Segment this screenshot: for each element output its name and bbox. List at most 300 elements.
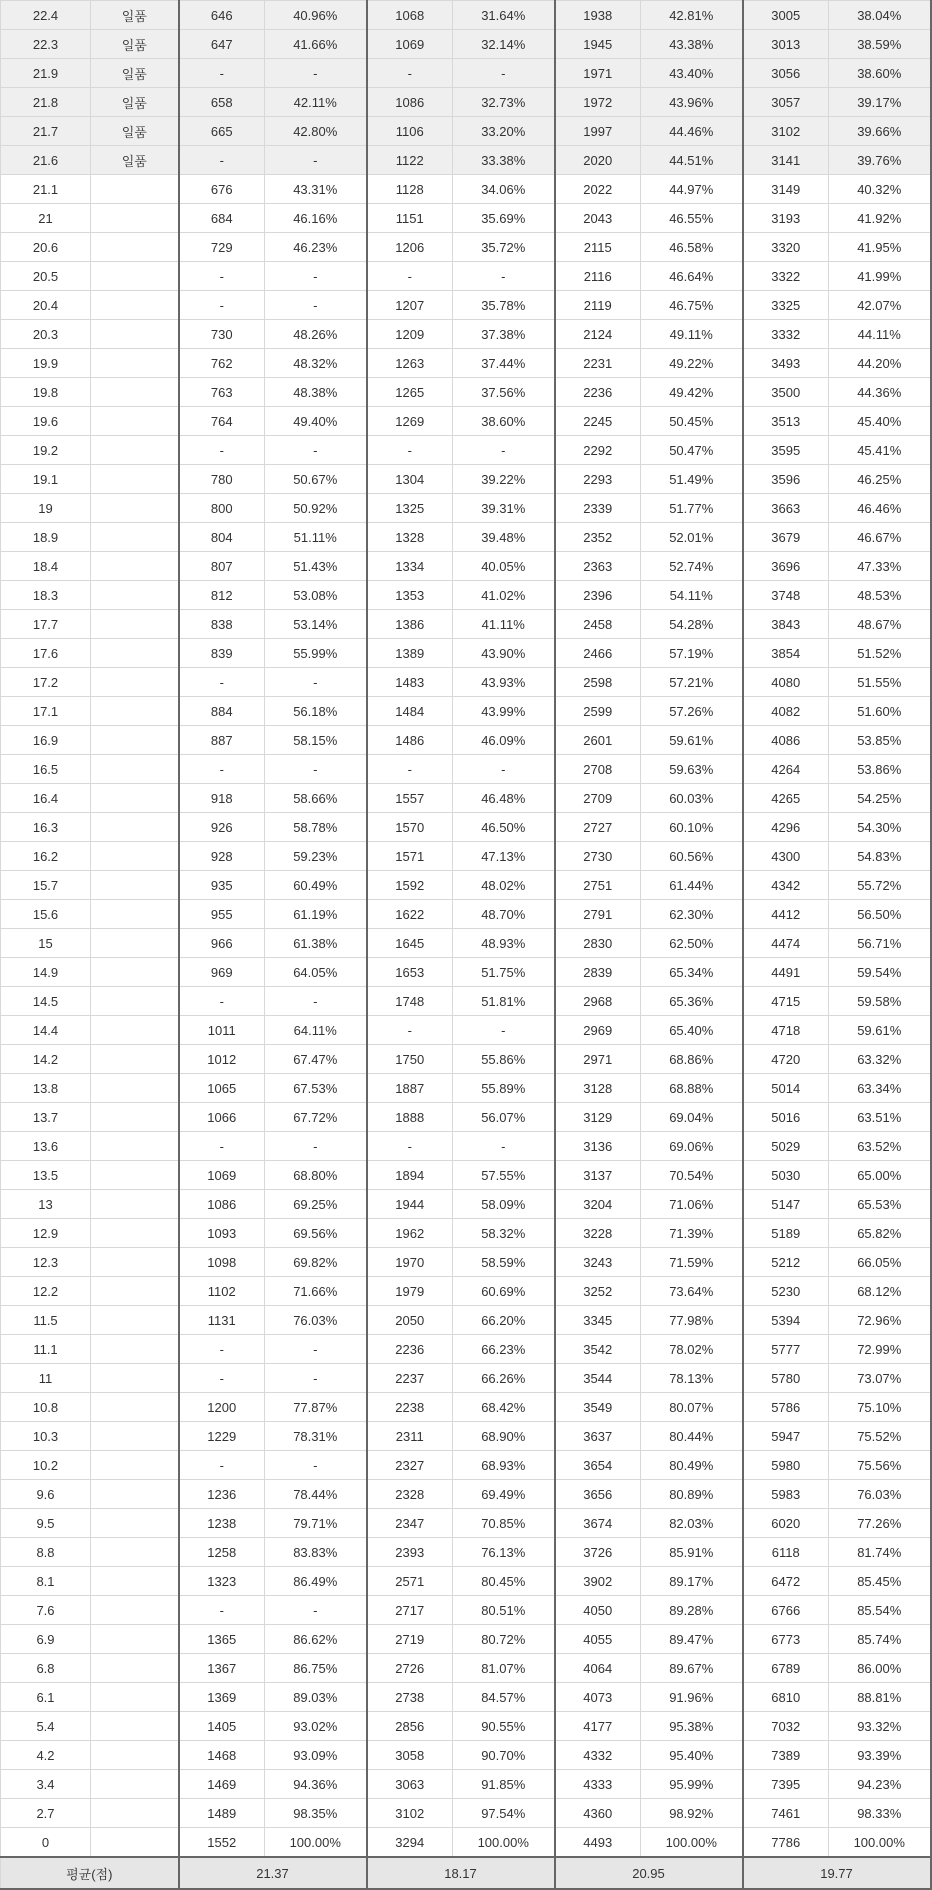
percent-cell-group-3: 51.49% xyxy=(641,465,743,494)
percent-cell-group-4: 55.72% xyxy=(829,871,931,900)
percent-cell-group-3: 62.50% xyxy=(641,929,743,958)
count-cell-group-1: 1489 xyxy=(179,1799,265,1828)
count-cell-group-3: 2245 xyxy=(555,407,641,436)
count-cell-group-3: 4332 xyxy=(555,1741,641,1770)
percent-cell-group-1: 48.32% xyxy=(265,349,367,378)
table-row xyxy=(1,610,931,639)
percent-cell-group-2: 58.09% xyxy=(453,1190,555,1219)
table-row xyxy=(1,726,931,755)
grade-tag-cell xyxy=(91,1132,179,1161)
count-cell-group-4: 5189 xyxy=(743,1219,829,1248)
count-cell-group-4: 5016 xyxy=(743,1103,829,1132)
count-cell-group-1: 647 xyxy=(179,30,265,59)
count-cell-group-1: - xyxy=(179,59,265,88)
percent-cell-group-1: 64.11% xyxy=(265,1016,367,1045)
score-cell: 21.7 xyxy=(1,117,91,146)
count-cell-group-2: 1557 xyxy=(367,784,453,813)
count-cell-group-2: 2311 xyxy=(367,1422,453,1451)
count-cell-group-3: 3902 xyxy=(555,1567,641,1596)
count-cell-group-3: 2968 xyxy=(555,987,641,1016)
count-cell-group-4: 6773 xyxy=(743,1625,829,1654)
count-cell-group-3: 2466 xyxy=(555,639,641,668)
grade-tag-cell: 일품 xyxy=(91,30,179,59)
grade-tag-cell xyxy=(91,204,179,233)
count-cell-group-2: 3102 xyxy=(367,1799,453,1828)
percent-cell-group-4: 44.11% xyxy=(829,320,931,349)
percent-cell-group-4: 65.53% xyxy=(829,1190,931,1219)
count-cell-group-4: 3696 xyxy=(743,552,829,581)
grade-tag-cell: 일품 xyxy=(91,88,179,117)
count-cell-group-2: 1389 xyxy=(367,639,453,668)
percent-cell-group-1: 61.38% xyxy=(265,929,367,958)
count-cell-group-3: 2396 xyxy=(555,581,641,610)
count-cell-group-4: 3102 xyxy=(743,117,829,146)
count-cell-group-1: 1011 xyxy=(179,1016,265,1045)
percent-cell-group-3: 85.91% xyxy=(641,1538,743,1567)
grade-tag-cell xyxy=(91,523,179,552)
percent-cell-group-4: 46.67% xyxy=(829,523,931,552)
grade-tag-cell xyxy=(91,1219,179,1248)
count-cell-group-1: 969 xyxy=(179,958,265,987)
score-cell: 8.1 xyxy=(1,1567,91,1596)
count-cell-group-1: 1258 xyxy=(179,1538,265,1567)
score-cell: 19.8 xyxy=(1,378,91,407)
percent-cell-group-1: 67.53% xyxy=(265,1074,367,1103)
count-cell-group-4: 5230 xyxy=(743,1277,829,1306)
count-cell-group-2: 1571 xyxy=(367,842,453,871)
score-cell: 2.7 xyxy=(1,1799,91,1828)
table-row xyxy=(1,320,931,349)
percent-cell-group-2: 66.23% xyxy=(453,1335,555,1364)
table-row xyxy=(1,1799,931,1828)
count-cell-group-3: 3674 xyxy=(555,1509,641,1538)
count-cell-group-2: 1151 xyxy=(367,204,453,233)
percent-cell-group-2: 100.00% xyxy=(453,1828,555,1858)
percent-cell-group-1: 60.49% xyxy=(265,871,367,900)
percent-cell-group-1: 86.75% xyxy=(265,1654,367,1683)
percent-cell-group-1: 53.14% xyxy=(265,610,367,639)
count-cell-group-2: 2238 xyxy=(367,1393,453,1422)
percent-cell-group-1: 59.23% xyxy=(265,842,367,871)
percent-cell-group-1: 61.19% xyxy=(265,900,367,929)
percent-cell-group-4: 93.32% xyxy=(829,1712,931,1741)
count-cell-group-4: 4086 xyxy=(743,726,829,755)
percent-cell-group-3: 65.34% xyxy=(641,958,743,987)
table-body xyxy=(1,1,931,1858)
count-cell-group-4: 3854 xyxy=(743,639,829,668)
percent-cell-group-3: 52.01% xyxy=(641,523,743,552)
table-row xyxy=(1,436,931,465)
percent-cell-group-4: 72.96% xyxy=(829,1306,931,1335)
percent-cell-group-2: 70.85% xyxy=(453,1509,555,1538)
count-cell-group-2: 1304 xyxy=(367,465,453,494)
count-cell-group-4: 4296 xyxy=(743,813,829,842)
grade-tag-cell xyxy=(91,1364,179,1393)
count-cell-group-2: 1353 xyxy=(367,581,453,610)
count-cell-group-1: 1405 xyxy=(179,1712,265,1741)
count-cell-group-3: 2116 xyxy=(555,262,641,291)
count-cell-group-3: 4177 xyxy=(555,1712,641,1741)
table-row xyxy=(1,987,931,1016)
table-row xyxy=(1,233,931,262)
count-cell-group-3: 2599 xyxy=(555,697,641,726)
percent-cell-group-1: 42.80% xyxy=(265,117,367,146)
score-cell: 19 xyxy=(1,494,91,523)
count-cell-group-4: 4412 xyxy=(743,900,829,929)
table-row xyxy=(1,1,931,30)
count-cell-group-4: 5786 xyxy=(743,1393,829,1422)
percent-cell-group-4: 39.76% xyxy=(829,146,931,175)
percent-cell-group-4: 45.40% xyxy=(829,407,931,436)
score-cell: 20.6 xyxy=(1,233,91,262)
table-row xyxy=(1,349,931,378)
percent-cell-group-4: 38.60% xyxy=(829,59,931,88)
percent-cell-group-2: 58.32% xyxy=(453,1219,555,1248)
percent-cell-group-2: 51.75% xyxy=(453,958,555,987)
percent-cell-group-2: 80.51% xyxy=(453,1596,555,1625)
count-cell-group-3: 2601 xyxy=(555,726,641,755)
percent-cell-group-3: 77.98% xyxy=(641,1306,743,1335)
grade-tag-cell xyxy=(91,1190,179,1219)
score-cell: 17.6 xyxy=(1,639,91,668)
score-cell: 21.6 xyxy=(1,146,91,175)
grade-tag-cell xyxy=(91,349,179,378)
count-cell-group-1: - xyxy=(179,755,265,784)
percent-cell-group-1: 43.31% xyxy=(265,175,367,204)
percent-cell-group-4: 63.52% xyxy=(829,1132,931,1161)
percent-cell-group-3: 57.21% xyxy=(641,668,743,697)
count-cell-group-2: 2717 xyxy=(367,1596,453,1625)
count-cell-group-3: 3243 xyxy=(555,1248,641,1277)
percent-cell-group-3: 69.06% xyxy=(641,1132,743,1161)
percent-cell-group-3: 69.04% xyxy=(641,1103,743,1132)
table-row xyxy=(1,117,931,146)
percent-cell-group-2: - xyxy=(453,1132,555,1161)
average-row xyxy=(1,1857,931,1889)
grade-tag-cell xyxy=(91,1712,179,1741)
score-cell: 18.9 xyxy=(1,523,91,552)
percent-cell-group-3: 89.67% xyxy=(641,1654,743,1683)
score-cell: 8.8 xyxy=(1,1538,91,1567)
count-cell-group-4: 7395 xyxy=(743,1770,829,1799)
count-cell-group-1: 1365 xyxy=(179,1625,265,1654)
percent-cell-group-1: - xyxy=(265,755,367,784)
percent-cell-group-3: 65.40% xyxy=(641,1016,743,1045)
table-row xyxy=(1,262,931,291)
count-cell-group-1: 1200 xyxy=(179,1393,265,1422)
count-cell-group-1: - xyxy=(179,1451,265,1480)
count-cell-group-2: - xyxy=(367,436,453,465)
count-cell-group-3: 2236 xyxy=(555,378,641,407)
percent-cell-group-3: 43.38% xyxy=(641,30,743,59)
score-cell: 18.4 xyxy=(1,552,91,581)
count-cell-group-1: 884 xyxy=(179,697,265,726)
count-cell-group-4: 3843 xyxy=(743,610,829,639)
count-cell-group-3: 3637 xyxy=(555,1422,641,1451)
count-cell-group-1: 1238 xyxy=(179,1509,265,1538)
percent-cell-group-1: - xyxy=(265,1364,367,1393)
count-cell-group-3: 2293 xyxy=(555,465,641,494)
table-row xyxy=(1,494,931,523)
count-cell-group-2: 1334 xyxy=(367,552,453,581)
percent-cell-group-3: 68.88% xyxy=(641,1074,743,1103)
grade-tag-cell xyxy=(91,1335,179,1364)
table-row xyxy=(1,88,931,117)
percent-cell-group-4: 47.33% xyxy=(829,552,931,581)
percent-cell-group-2: 37.56% xyxy=(453,378,555,407)
table-row xyxy=(1,30,931,59)
count-cell-group-1: 764 xyxy=(179,407,265,436)
score-cell: 21.9 xyxy=(1,59,91,88)
percent-cell-group-2: 68.90% xyxy=(453,1422,555,1451)
count-cell-group-1: - xyxy=(179,146,265,175)
percent-cell-group-2: 91.85% xyxy=(453,1770,555,1799)
score-cell: 3.4 xyxy=(1,1770,91,1799)
count-cell-group-4: 5030 xyxy=(743,1161,829,1190)
percent-cell-group-4: 75.56% xyxy=(829,1451,931,1480)
count-cell-group-2: 2393 xyxy=(367,1538,453,1567)
percent-cell-group-1: 77.87% xyxy=(265,1393,367,1422)
count-cell-group-1: - xyxy=(179,668,265,697)
count-cell-group-2: 2328 xyxy=(367,1480,453,1509)
percent-cell-group-3: 52.74% xyxy=(641,552,743,581)
percent-cell-group-3: 78.13% xyxy=(641,1364,743,1393)
count-cell-group-2: - xyxy=(367,1016,453,1045)
grade-tag-cell xyxy=(91,1509,179,1538)
count-cell-group-3: 3549 xyxy=(555,1393,641,1422)
score-cell: 22.4 xyxy=(1,1,91,30)
percent-cell-group-3: 91.96% xyxy=(641,1683,743,1712)
percent-cell-group-1: 50.92% xyxy=(265,494,367,523)
table-row xyxy=(1,1625,931,1654)
percent-cell-group-4: 59.58% xyxy=(829,987,931,1016)
count-cell-group-4: 5212 xyxy=(743,1248,829,1277)
count-cell-group-1: 1236 xyxy=(179,1480,265,1509)
percent-cell-group-2: 39.22% xyxy=(453,465,555,494)
count-cell-group-2: 1653 xyxy=(367,958,453,987)
table-row xyxy=(1,1828,931,1858)
percent-cell-group-2: 48.70% xyxy=(453,900,555,929)
percent-cell-group-3: 89.47% xyxy=(641,1625,743,1654)
percent-cell-group-3: 49.11% xyxy=(641,320,743,349)
count-cell-group-2: 1122 xyxy=(367,146,453,175)
grade-tag-cell xyxy=(91,987,179,1016)
average-label: 평균(점) xyxy=(1,1857,179,1889)
count-cell-group-2: 2237 xyxy=(367,1364,453,1393)
score-cell: 21 xyxy=(1,204,91,233)
count-cell-group-4: 5780 xyxy=(743,1364,829,1393)
grade-tag-cell xyxy=(91,1770,179,1799)
percent-cell-group-1: 86.62% xyxy=(265,1625,367,1654)
percent-cell-group-2: 97.54% xyxy=(453,1799,555,1828)
count-cell-group-3: 2730 xyxy=(555,842,641,871)
percent-cell-group-4: 54.25% xyxy=(829,784,931,813)
percent-cell-group-1: 46.23% xyxy=(265,233,367,262)
percent-cell-group-2: 81.07% xyxy=(453,1654,555,1683)
count-cell-group-1: 1552 xyxy=(179,1828,265,1858)
percent-cell-group-1: 55.99% xyxy=(265,639,367,668)
percent-cell-group-4: 48.53% xyxy=(829,581,931,610)
percent-cell-group-3: 70.54% xyxy=(641,1161,743,1190)
count-cell-group-1: 1131 xyxy=(179,1306,265,1335)
score-cell: 4.2 xyxy=(1,1741,91,1770)
percent-cell-group-3: 54.28% xyxy=(641,610,743,639)
percent-cell-group-4: 98.33% xyxy=(829,1799,931,1828)
count-cell-group-4: 4491 xyxy=(743,958,829,987)
percent-cell-group-4: 63.32% xyxy=(829,1045,931,1074)
grade-tag-cell xyxy=(91,1828,179,1858)
count-cell-group-2: 1970 xyxy=(367,1248,453,1277)
percent-cell-group-3: 57.26% xyxy=(641,697,743,726)
table-row xyxy=(1,871,931,900)
score-cell: 6.1 xyxy=(1,1683,91,1712)
count-cell-group-1: 676 xyxy=(179,175,265,204)
grade-tag-cell xyxy=(91,871,179,900)
score-cell: 13 xyxy=(1,1190,91,1219)
score-cell: 17.7 xyxy=(1,610,91,639)
percent-cell-group-4: 40.32% xyxy=(829,175,931,204)
grade-tag-cell: 일품 xyxy=(91,1,179,30)
table-row xyxy=(1,291,931,320)
count-cell-group-3: 3136 xyxy=(555,1132,641,1161)
percent-cell-group-2: 48.02% xyxy=(453,871,555,900)
percent-cell-group-2: 39.31% xyxy=(453,494,555,523)
count-cell-group-2: - xyxy=(367,1132,453,1161)
count-cell-group-4: 3595 xyxy=(743,436,829,465)
count-cell-group-4: 5983 xyxy=(743,1480,829,1509)
percent-cell-group-2: 32.14% xyxy=(453,30,555,59)
percent-cell-group-4: 41.92% xyxy=(829,204,931,233)
count-cell-group-4: 3322 xyxy=(743,262,829,291)
grade-tag-cell xyxy=(91,1074,179,1103)
count-cell-group-3: 2020 xyxy=(555,146,641,175)
table-row xyxy=(1,1712,931,1741)
count-cell-group-1: 838 xyxy=(179,610,265,639)
average-value-group-1: 21.37 xyxy=(179,1857,367,1889)
percent-cell-group-4: 56.71% xyxy=(829,929,931,958)
count-cell-group-1: 1469 xyxy=(179,1770,265,1799)
score-cell: 16.5 xyxy=(1,755,91,784)
score-cell: 14.4 xyxy=(1,1016,91,1045)
table-row xyxy=(1,59,931,88)
table-row xyxy=(1,1538,931,1567)
count-cell-group-3: 3542 xyxy=(555,1335,641,1364)
percent-cell-group-3: 44.51% xyxy=(641,146,743,175)
score-cell: 14.2 xyxy=(1,1045,91,1074)
percent-cell-group-1: - xyxy=(265,987,367,1016)
percent-cell-group-4: 44.36% xyxy=(829,378,931,407)
count-cell-group-2: 2856 xyxy=(367,1712,453,1741)
grade-tag-cell xyxy=(91,755,179,784)
count-cell-group-3: 2352 xyxy=(555,523,641,552)
percent-cell-group-2: 35.78% xyxy=(453,291,555,320)
table-row xyxy=(1,1306,931,1335)
percent-cell-group-4: 93.39% xyxy=(829,1741,931,1770)
count-cell-group-3: 4055 xyxy=(555,1625,641,1654)
table-row xyxy=(1,1190,931,1219)
percent-cell-group-1: 67.47% xyxy=(265,1045,367,1074)
count-cell-group-1: 1102 xyxy=(179,1277,265,1306)
count-cell-group-1: - xyxy=(179,1596,265,1625)
table-row xyxy=(1,175,931,204)
count-cell-group-1: 935 xyxy=(179,871,265,900)
percent-cell-group-3: 51.77% xyxy=(641,494,743,523)
count-cell-group-4: 4342 xyxy=(743,871,829,900)
percent-cell-group-3: 42.81% xyxy=(641,1,743,30)
count-cell-group-3: 4050 xyxy=(555,1596,641,1625)
table-row xyxy=(1,552,931,581)
percent-cell-group-4: 41.99% xyxy=(829,262,931,291)
percent-cell-group-3: 46.75% xyxy=(641,291,743,320)
percent-cell-group-4: 76.03% xyxy=(829,1480,931,1509)
percent-cell-group-4: 39.17% xyxy=(829,88,931,117)
count-cell-group-4: 3149 xyxy=(743,175,829,204)
percent-cell-group-2: 31.64% xyxy=(453,1,555,30)
percent-cell-group-3: 78.02% xyxy=(641,1335,743,1364)
score-cell: 12.2 xyxy=(1,1277,91,1306)
percent-cell-group-1: - xyxy=(265,291,367,320)
count-cell-group-3: 3654 xyxy=(555,1451,641,1480)
count-cell-group-3: 3345 xyxy=(555,1306,641,1335)
grade-tag-cell xyxy=(91,581,179,610)
table-row xyxy=(1,1219,931,1248)
count-cell-group-1: - xyxy=(179,262,265,291)
percent-cell-group-3: 80.44% xyxy=(641,1422,743,1451)
count-cell-group-4: 3332 xyxy=(743,320,829,349)
percent-cell-group-1: 48.38% xyxy=(265,378,367,407)
percent-cell-group-4: 65.82% xyxy=(829,1219,931,1248)
percent-cell-group-2: 80.45% xyxy=(453,1567,555,1596)
table-row xyxy=(1,1161,931,1190)
count-cell-group-2: - xyxy=(367,262,453,291)
percent-cell-group-3: 71.06% xyxy=(641,1190,743,1219)
count-cell-group-2: 1486 xyxy=(367,726,453,755)
percent-cell-group-2: 46.48% xyxy=(453,784,555,813)
grade-tag-cell: 일품 xyxy=(91,146,179,175)
grade-tag-cell xyxy=(91,378,179,407)
percent-cell-group-2: 60.69% xyxy=(453,1277,555,1306)
count-cell-group-3: 3129 xyxy=(555,1103,641,1132)
percent-cell-group-4: 42.07% xyxy=(829,291,931,320)
score-cell: 12.9 xyxy=(1,1219,91,1248)
count-cell-group-3: 3656 xyxy=(555,1480,641,1509)
percent-cell-group-4: 85.45% xyxy=(829,1567,931,1596)
percent-cell-group-4: 48.67% xyxy=(829,610,931,639)
count-cell-group-1: 887 xyxy=(179,726,265,755)
count-cell-group-4: 3193 xyxy=(743,204,829,233)
count-cell-group-2: 1207 xyxy=(367,291,453,320)
average-value-group-3: 20.95 xyxy=(555,1857,743,1889)
table-row xyxy=(1,523,931,552)
percent-cell-group-1: 51.11% xyxy=(265,523,367,552)
percent-cell-group-3: 95.99% xyxy=(641,1770,743,1799)
grade-tag-cell xyxy=(91,1596,179,1625)
count-cell-group-3: 2119 xyxy=(555,291,641,320)
percent-cell-group-1: 89.03% xyxy=(265,1683,367,1712)
percent-cell-group-1: 93.09% xyxy=(265,1741,367,1770)
count-cell-group-1: 1066 xyxy=(179,1103,265,1132)
count-cell-group-4: 6766 xyxy=(743,1596,829,1625)
percent-cell-group-1: - xyxy=(265,668,367,697)
grade-tag-cell xyxy=(91,900,179,929)
grade-tag-cell xyxy=(91,1103,179,1132)
percent-cell-group-4: 94.23% xyxy=(829,1770,931,1799)
percent-cell-group-2: 66.20% xyxy=(453,1306,555,1335)
count-cell-group-4: 3500 xyxy=(743,378,829,407)
count-cell-group-1: - xyxy=(179,1335,265,1364)
percent-cell-group-1: 98.35% xyxy=(265,1799,367,1828)
count-cell-group-4: 4474 xyxy=(743,929,829,958)
